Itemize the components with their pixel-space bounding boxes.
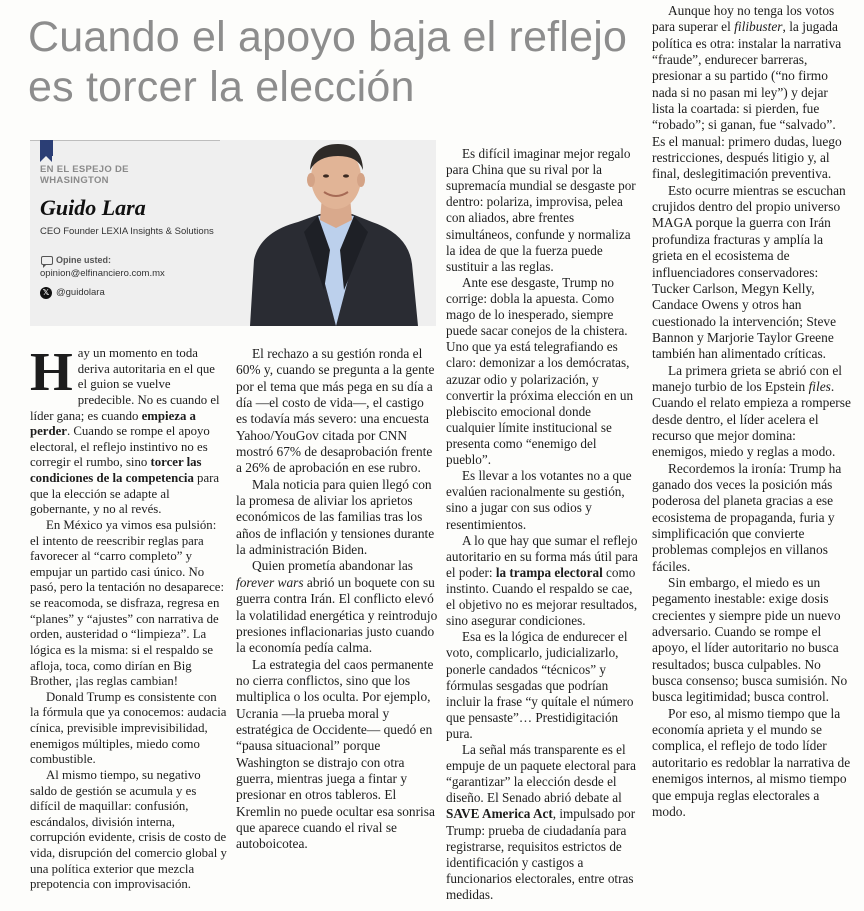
article-column-2: [236, 346, 438, 853]
bold-run: la trampa electoral: [495, 564, 603, 580]
italic-run: forever wars: [236, 574, 304, 590]
text-run: ay un momento en toda deriva autoritaria en el que el guion se vuelve predecible. No es cuando el líder gana; es cuando: [30, 346, 220, 423]
body-paragraph: [236, 558, 438, 656]
body-paragraph: Esa es la lógica de endurecer el voto, complicarlo, judicializarlo, ponerle candados “técnicos” y fórmulas sesgadas que podrían incluir la frase “y quítale el número que pensaste”… Prestidigitación pura.: [446, 629, 634, 741]
text-run: Quien prometía abandonar las: [252, 558, 414, 574]
author-name: Guido Lara: [40, 195, 146, 220]
body-paragraph: La estrategia del caos permanente no cierra conflictos, sino que los multiplica o los oculta. Por ejemplo, Ucrania —la prueba moral y estratégica de Occidente— quedó en “pausa situacional” porque Washington se distrajo con otra guerra, mientras juega a fintar y presionar en otros tableros. El Kremlin no puede ocultar esa sonrisa que aparece cuando el rival se autoboicotea.: [236, 656, 435, 852]
headline: Cuando el apoyo baja el reflejo es torcer la elección: [28, 13, 628, 111]
text-run: . Cuando el relato empieza a romperse desde dentro, el líder acelera el recurso que mejor domina: enemigos, miedo y reglas a modo.: [652, 378, 851, 460]
body-paragraph: Recordemos la ironía: Trump ha ganado dos veces la posición más poderosa del planeta gracias a ese ecosistema de propaganda, furia y simplificación que convierte problemas complejos en villanos fáciles.: [652, 460, 842, 574]
body-paragraph: Al mismo tiempo, su negativo saldo de gestión se acumula y es difícil de maquillar: confusión, escándalos, división interna, corrupción evidente, crisis de costo de vida, disrupción del comercio global y una política exterior que mezcla prepotencia con improvisación.: [30, 767, 227, 892]
speech-bubble-icon: [41, 256, 53, 265]
italic-run: files: [808, 378, 831, 394]
author-photo: [220, 140, 436, 326]
body-paragraph: Esto ocurre mientras se escuchan crujidos dentro del propio universo MAGA porque la guerra con Irán profundiza fracturas y amplía la grieta en el ecosistema de influenciadores conservadores: Tucker Carlson, Megyn Kelly, Candace Owens y otros han cuestionado la intervención; Steve Bannon y Marjorie Taylor Greene también han alimentado críticas.: [652, 182, 846, 362]
bold-run: torcer las condiciones de la competencia: [30, 455, 202, 485]
body-paragraph: [446, 742, 642, 903]
text-run: Aunque hoy no tenga los votos para superar el: [652, 3, 835, 35]
contact-label: Opine usted:: [56, 255, 112, 265]
body-paragraph: Ante ese desgaste, Trump no corrige: dobla la apuesta. Como mago de lo inesperado, siempre puede sacar conejos de la chistera. Uno que ya está telegrafiando es claro: demonizar a los demócratas, azuzar odio y polarización, y convertir la próxima elección en un plebiscito emocional donde cualquier límite institucional se presenta como “enemigo del pueblo”.: [446, 274, 634, 468]
text-run: , la jugada política es otra: instalar la narrativa “fraude”, endurecer barreras, presionar a su partido (“no firmo nada si no pasan mi ley”) y dejar lista la coartada: si pierden, fue “robado”; si ganan, fue “salvado”. Es el manual: primero dudas, luego restricciones, después litigio y, al final, deslegitimación preventiva.: [652, 19, 842, 182]
article-column-3: [446, 146, 642, 903]
body-paragraph: El rechazo a su gestión ronda el 60% y, cuando se pregunta a la gente por el tema que más pega en su día a día —el costo de vida—, el castigo es todavía más severo: una encuesta Yahoo/YouGov citada por CNN mostró 67% de desaprobación frente a 26% de aprobación en ese rubro.: [236, 346, 435, 476]
x-logo-icon: 𝕏: [40, 287, 52, 299]
bold-run: SAVE America Act: [446, 806, 553, 822]
body-paragraph: Sin embargo, el miedo es un pegamento inestable: exige dosis crecientes y siempre pide un nuevo adversario. Cuando se rompe el apoyo, el líder autoritario no busca resultados; busca culpables. No busca consenso; busca sumisión. No busca legitimidad; busca control.: [652, 575, 848, 705]
body-paragraph: Mala noticia para quien llegó con la promesa de aliviar los aprietos económicos de las familias tras los años de inflación y tensiones durante la administración Biden.: [236, 476, 435, 558]
body-paragraph: Por eso, al mismo tiempo que la economía aprieta y el mundo se complica, el reflejo de todo líder autoritario es redoblar la narrativa de enemigos internos, al mismo tiempo que empuja reglas electorales a modo.: [652, 705, 851, 819]
body-paragraph: Donald Trump es consistente con la fórmula que ya conocemos: audacia cínica, previsible imprevisibilidad, enemigos múltiples, miedo como combustible.: [30, 689, 227, 767]
text-run: abrió un boquete con su guerra contra Irán. El conflicto elevó la volatilidad energética y reintrodujo presiones inflacionarias justo cuando la economía pedía calma.: [236, 574, 438, 656]
body-paragraph: Es llevar a los votantes no a que evalúen racionalmente su gestión, sino a jugar con sus odios y resentimientos.: [446, 468, 632, 532]
text-run: La señal más transparente es el empuje de un paquete electoral para “garantizar” la elección desde el diseño. El Senado abrió debate al: [446, 742, 637, 806]
body-paragraph: [446, 533, 642, 630]
text-run: A lo que hay que sumar el reflejo autoritario en su forma más útil para el poder:: [446, 532, 638, 580]
italic-run: filibuster: [734, 19, 783, 35]
author-box: [30, 140, 436, 326]
bookmark-flag-icon: [40, 140, 53, 156]
column-section-label: EN EL ESPEJO DE WHASINGTON: [40, 164, 129, 186]
body-paragraph: [30, 341, 227, 518]
drop-cap: H: [30, 341, 73, 402]
body-paragraph: [652, 3, 852, 183]
article-column-1: [30, 341, 227, 893]
author-role: CEO Founder LEXIA Insights & Solutions: [40, 226, 214, 237]
text-run: La primera grieta se abrió con el manejo turbio de los Epstein: [652, 362, 842, 394]
body-paragraph: En México ya vimos esa pulsión: el intento de reescribir reglas para favorecer al “carro completo” y empujar un partido casi único. No pasó, pero la tentación no desaparece: se reacomoda, se disfraza, regresa en “planes” y “ajustes” con narrativa de orden, austeridad o “limpieza”. La lógica es la misma: si el respaldo se afloja, toca, como dirían en Big Brother, ¡las reglas cambian!: [30, 517, 224, 689]
text-run: para que la elección se adapte al gobernante, y no al revés.: [30, 471, 220, 517]
body-paragraph: [652, 363, 852, 461]
contact-email[interactable]: opinion@elfinanciero.com.mx: [40, 268, 165, 279]
bold-run: empieza a perder: [30, 408, 196, 439]
text-run: . Cuando se rompe el apoyo electoral, el reflejo instintivo no es corregir el rumbo, sino: [30, 424, 210, 470]
text-run: como instinto. Cuando el respaldo se cae, el objetivo no es mejorar resultados, sino asegurar condiciones.: [446, 564, 638, 629]
social-handle[interactable]: @guidolara: [56, 287, 105, 298]
body-paragraph: Es difícil imaginar mejor regalo para China que su rival por la supremacía mundial se desgaste por dentro: polariza, improvisa, pelea con aliados, abre frentes simultáneos, confunde y normaliza la idea de que la fuerza puede sustituir a las reglas.: [446, 146, 636, 274]
text-run: , impulsado por Trump: prueba de ciudadanía para registrarse, requisitos estrictos de identificación y castigos a funcionarios electorales, entre otras medidas.: [446, 806, 636, 903]
article-column-4: [652, 3, 852, 820]
